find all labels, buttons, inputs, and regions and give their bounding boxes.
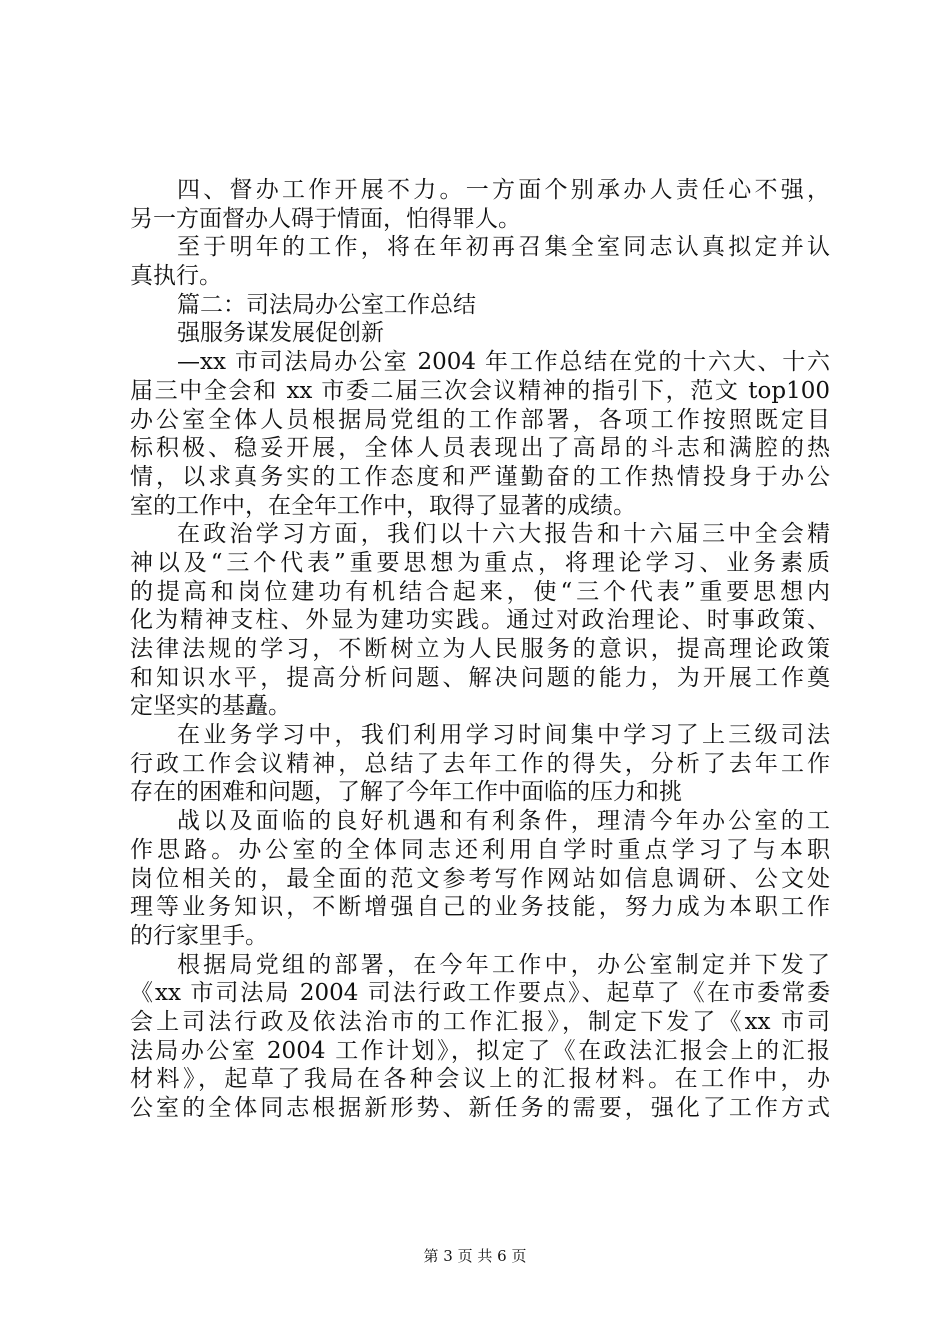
text-line: 室的工作中，在全年工作中，取得了显著的成绩。 [130, 492, 636, 519]
text-line: 公室的全体同志根据新形势、新任务的需要，强化了工作方式 [130, 1095, 830, 1121]
text-line: 存在的困难和问题，了解了今年工作中面临的压力和挑 [130, 779, 682, 806]
text-line: 理等业务知识，不断增强自己的业务技能，努力成为本职工作 [130, 894, 830, 921]
text-line: 根据局党组的部署，在今年工作中，办公室制定并下发了 [177, 951, 830, 978]
text-line: 另一方面督办人碍于情面，怕得罪人。 [130, 205, 521, 232]
text-line: 在政治学习方面，我们以十六大报告和十六届三中全会精 [177, 521, 830, 548]
text-line: 化为精神支柱、外显为建功实践。通过对政治理论、时事政策、 [130, 607, 830, 634]
text-line: 的提高和岗位建功有机结合起来，使“三个代表”重要思想内 [130, 578, 830, 605]
text-line: 会上司法行政及依法治市的工作汇报》，制定下发了《xx 市司 [130, 1008, 830, 1035]
text-line: 真执行。 [130, 263, 222, 290]
text-line: 的行家里手。 [130, 922, 268, 949]
text-line: 和知识水平，提高分析问题、解决问题的能力，为开展工作奠 [130, 664, 830, 691]
text-line: 四、督办工作开展不力。一方面个别承办人责任心不强， [177, 177, 830, 203]
text-line: —xx 市司法局办公室 2004 年工作总结在党的十六大、十六 [177, 349, 830, 376]
text-line: 在业务学习中，我们利用学习时间集中学习了上三级司法 [177, 722, 830, 749]
text-line: 作思路。办公室的全体同志还利用自学时重点学习了与本职 [130, 836, 830, 863]
text-line: 行政工作会议精神，总结了去年工作的得失，分析了去年工作 [130, 750, 830, 777]
text-line: 《xx 市司法局 2004 司法行政工作要点》、起草了《在市委常委 [130, 980, 830, 1007]
document-body [130, 176, 830, 1123]
text-line: 法律法规的学习，不断树立为人民服务的意识，提高理论政策 [130, 636, 830, 662]
text-line: 战以及面临的良好机遇和有利条件，理清今年办公室的工 [177, 808, 830, 835]
text-line: 届三中全会和 xx 市委二届三次会议精神的指引下，范文 top100 [130, 377, 830, 404]
text-line: 强服务谋发展促创新 [177, 320, 384, 347]
text-line: 岗位相关的，最全面的范文参考写作网站如信息调研、公文处 [130, 865, 830, 892]
text-line: 情，以求真务实的工作态度和严谨勤奋的工作热情投身于办公 [130, 463, 830, 490]
text-line: 篇二：司法局办公室工作总结 [177, 291, 476, 318]
text-line: 神以及“三个代表”重要思想为重点，将理论学习、业务素质 [130, 549, 830, 576]
text-line: 材料》，起草了我局在各种会议上的汇报材料。在工作中，办 [130, 1066, 830, 1093]
page-footer: 第 3 页 共 6 页 [423, 1247, 527, 1265]
text-line: 法局办公室 2004 工作计划》，拟定了《在政法汇报会上的汇报 [130, 1037, 830, 1064]
text-line: 办公室全体人员根据局党组的工作部署，各项工作按照既定目 [130, 406, 830, 433]
text-line: 标积极、稳妥开展，全体人员表现出了高昂的斗志和满腔的热 [130, 435, 830, 462]
text-line: 至于明年的工作，将在年初再召集全室同志认真拟定并认 [177, 234, 830, 261]
text-line: 定坚实的基矗。 [130, 693, 291, 720]
